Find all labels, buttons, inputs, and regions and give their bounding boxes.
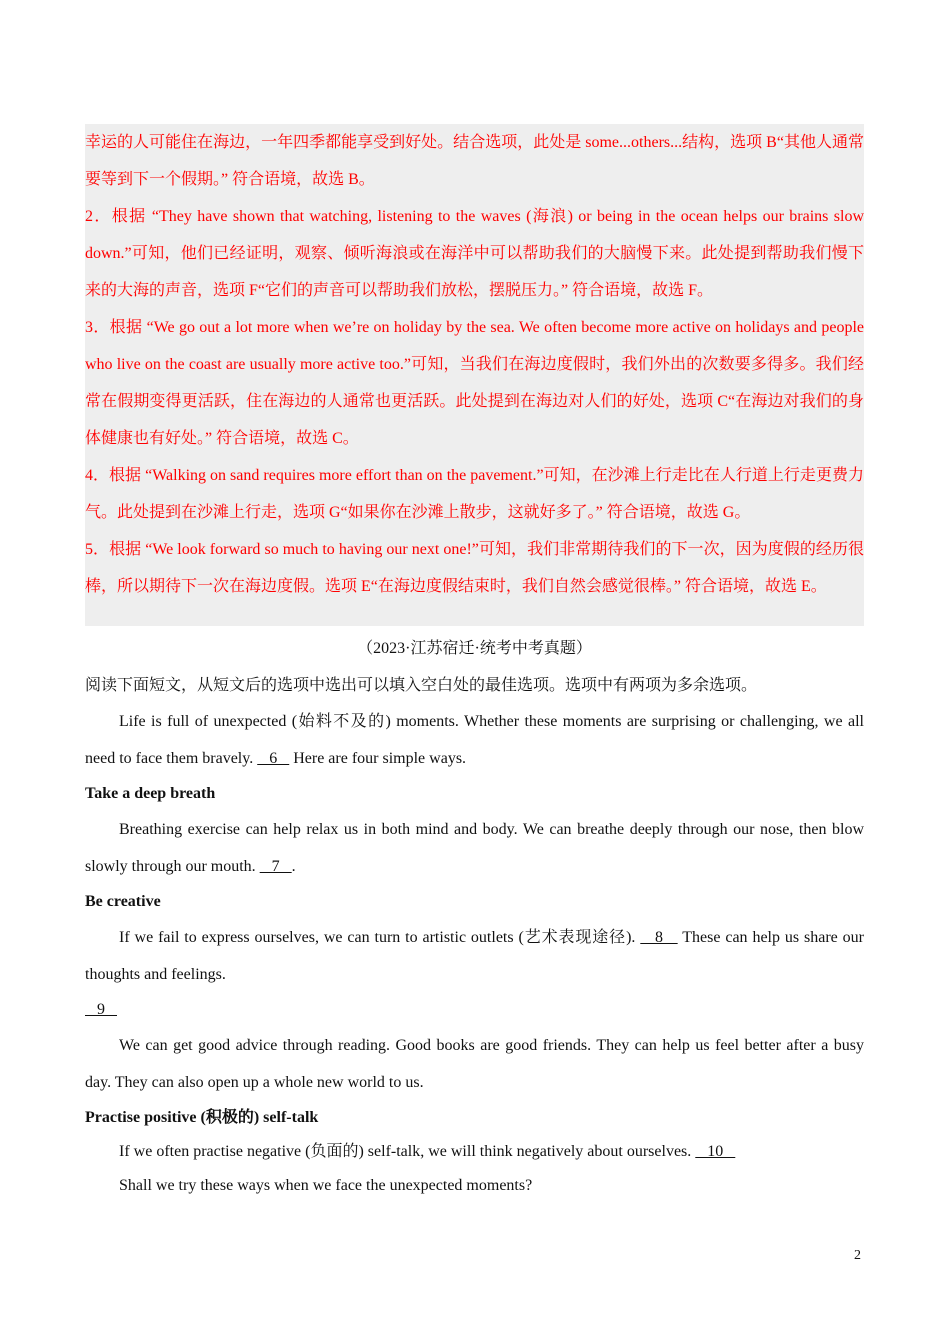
paragraph-breath-text: Breathing exercise can help relax us in both mind and body. We can breathe deeply through our nose, then blow slowly through our mouth. — [85, 821, 864, 875]
paragraph-creative-text: If we fail to express ourselves, we can turn to artistic outlets (艺术表现途径). — [119, 929, 641, 946]
heading-positive-self-talk: Practise positive (积极的) self-talk — [85, 1109, 319, 1126]
answer-paragraph-4: 4．根据 “Walking on sand requires more effort than on the pavement.”可知，在沙滩上行走比在人行道上行走更费力气。此处提到在沙滩上行走，选项 G“如果你在沙滩上散步，这就好多了。” 符合语境，故选 G。 — [85, 467, 864, 521]
blank-6: 6 — [257, 750, 290, 767]
heading-be-creative: Be creative — [85, 893, 161, 910]
paragraph-self-talk-text: If we often practise negative (负面的) self-talk, we will think negatively about ourselves. — [119, 1143, 696, 1160]
heading-deep-breath: Take a deep breath — [85, 785, 216, 802]
blank-8: 8 — [640, 929, 678, 946]
paragraph-self-talk — [85, 1135, 864, 1169]
paragraph-reading: We can get good advice through reading. Good books are good friends. They can help us feel better after a busy day. They can also open up a whole new world to us. — [85, 1037, 864, 1091]
paragraph-final: Shall we try these ways when we face the unexpected moments? — [119, 1177, 533, 1194]
reading-passage — [85, 671, 864, 1203]
passage-intro-text-end: Here are four simple ways. — [289, 750, 467, 767]
paragraph-creative-end: These can help us share our thoughts and feelings. — [85, 929, 864, 983]
answer-paragraph-1: 幸运的人可能住在海边，一年四季都能享受到好处。结合选项，此处是 some...others...结构，选项 B“其他人通常要等到下一个假期。” 符合语境，故选 B。 — [85, 134, 864, 188]
page-number: 2 — [854, 1248, 861, 1263]
passage-intro — [85, 703, 864, 777]
answer-paragraph-5: 5．根据 “We look forward so much to having our next one!”可知，我们非常期待我们的下一次，因为度假的经历很棒，所以期待下一次在海边度假。选项 E“在海边度假结束时，我们自然会感觉很棒。” 符合语境，故选 E。 — [85, 541, 864, 595]
blank-9-line — [85, 993, 864, 1027]
blank-9: 9 — [85, 1001, 117, 1018]
passage-intro-text: Life is full of unexpected (始料不及的) moments. Whether these moments are surprising or challenging, we all need to face them bravely. — [85, 713, 864, 767]
instructions: 阅读下面短文，从短文后的选项中选出可以填入空白处的最佳选项。选项中有两项为多余选项。 — [85, 677, 758, 694]
answer-paragraph-2: 2．根据 “They have shown that watching, listening to the waves (海浪) or being in the ocean helps our brains slow down.”可知，他们已经证明，观察、倾听海浪或在海洋中可以帮助我们的大脑慢下来。此处提到帮助我们慢下来的大海的声音，选项 F“它们的声音可以帮助我们放松，摆脱压力。” 符合语境，故选 F。 — [85, 208, 864, 299]
answer-explanation-box — [85, 124, 864, 626]
paragraph-breath — [85, 811, 864, 885]
paragraph-creative — [85, 919, 864, 993]
blank-10: 10 — [695, 1143, 736, 1160]
blank-7: 7 — [259, 858, 292, 875]
answer-paragraph-3: 3．根据 “We go out a lot more when we’re on holiday by the sea. We often become more active on holidays and people who live on the coast are usually more active too.”可知，当我们在海边度假时，我们外出的次数要多得多。我们经常在假期变得更活跃，住在海边的人通常也更活跃。此处提到在海边对人们的好处，选项 C“在海边对我们的身体健康也有好处。” 符合语境，故选 C。 — [85, 319, 864, 447]
question-source: （2023·江苏宿迁·统考中考真题） — [357, 640, 592, 657]
paragraph-breath-end: . — [291, 858, 296, 875]
